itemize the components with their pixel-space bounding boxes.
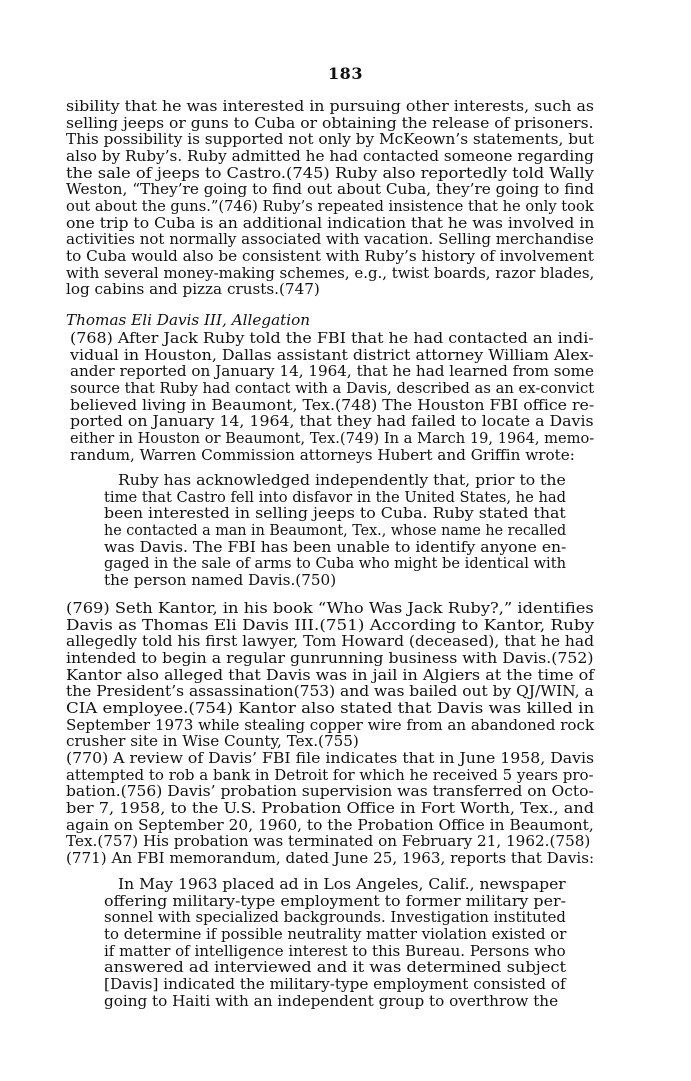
text-line: with several money-making schemes, e.g., twist boards, razor blades,: [66, 263, 595, 282]
text-line: This possibility is supported not only by McKeown’s statements, but: [66, 130, 594, 149]
text-line: either in Houston or Beaumont, Tex.(749) In a March 19, 1964, memo-: [70, 428, 595, 447]
text-line: source that Ruby had contact with a Davis, described as an ex-convict: [70, 378, 595, 397]
quote-line: to determine if possible neutrality matter violation existed or: [104, 924, 567, 943]
text-line: log cabins and pizza crusts.(747): [66, 280, 320, 299]
quote-line: he contacted a man in Beaumont, Tex., whose name he recalled: [104, 520, 567, 539]
text-line: (769) Seth Kantor, in his book “Who Was Jack Ruby?,” identifies: [66, 599, 594, 617]
block-quote-fbi-memo: [104, 876, 566, 1009]
text-line: activities not normally associated with vacation. Selling merchandise: [66, 230, 594, 249]
quote-line: gaged in the sale of arms to Cuba who might be identical with: [104, 554, 567, 573]
text-line: bation.(756) Davis’ probation supervision was transferred on Octo-: [66, 782, 594, 801]
text-line: September 1973 while stealing copper wire from an abandoned rock: [66, 715, 595, 734]
text-line: to Cuba would also be consistent with Ruby’s history of involvement: [66, 246, 594, 265]
text-line: attempted to rob a bank in Detroit for which he received 5 years pro-: [66, 765, 594, 784]
text-line: sibility that he was interested in pursuing other interests, such as: [66, 97, 594, 115]
quote-line: answered ad interviewed and it was determined subject: [104, 958, 567, 977]
text-line: Weston, “They’re going to find out about Cuba, they’re going to find: [66, 180, 595, 199]
block-quote-hubert-griffin: [104, 472, 566, 589]
text-line: selling jeeps or guns to Cuba or obtaining the release of prisoners.: [66, 113, 594, 132]
quote-line: time that Castro fell into disfavor in the United States, he had: [104, 487, 567, 506]
quote-line: sonnel with specialized backgrounds. Investigation instituted: [104, 908, 566, 927]
paragraph-769: [66, 600, 594, 750]
text-line: the sale of jeeps to Castro.(745) Ruby also reportedly told Wally: [66, 163, 594, 182]
quote-line: [Davis] indicated the military-type employment consisted of: [104, 974, 566, 993]
text-line: the President’s assassination(753) and was bailed out by QJ/WIN, a: [66, 682, 594, 701]
quote-line: if matter of intelligence interest to this Bureau. Persons who: [104, 941, 566, 960]
text-line: (770) A review of Davis’ FBI file indicates that in June 1958, Davis: [66, 749, 595, 767]
quote-line: In May 1963 placed ad in Los Angeles, Calif., newspaper: [118, 875, 566, 893]
quote-line: going to Haiti with an independent group to overthrow the: [104, 991, 559, 1010]
quote-line: offering military-type employment to former military per-: [104, 891, 566, 910]
paragraph-770: [66, 750, 594, 850]
text-line: (768) After Jack Ruby told the FBI that he had contacted an indi-: [70, 329, 594, 347]
text-line: CIA employee.(754) Kantor also stated that Davis was killed in: [66, 698, 595, 717]
text-line: Kantor also alleged that Davis was in jail in Algiers at the time of: [66, 665, 595, 684]
text-line: ber 7, 1958, to the U.S. Probation Office in Fort Worth, Tex., and: [66, 798, 595, 817]
quote-line: Ruby has acknowledged independently that, prior to the: [118, 471, 566, 489]
text-line: vidual in Houston, Dallas assistant district attorney William Alex-: [70, 345, 594, 364]
paragraph-768: [70, 330, 594, 463]
paragraph-intro: [66, 98, 594, 298]
page-number: 183: [328, 64, 363, 83]
text-line: out about the guns.”(746) Ruby’s repeated insistence that he only took: [66, 196, 594, 215]
text-line: ander reported on January 14, 1964, that he had learned from some: [70, 362, 595, 381]
text-line: (771) An FBI memorandum, dated June 25, 1963, reports that Davis:: [66, 849, 595, 867]
text-line: intended to begin a regular gunrunning business with Davis.(752): [66, 648, 594, 667]
text-line: ported on January 14, 1964, that they had failed to locate a Davis: [70, 412, 594, 431]
quote-line: was Davis. The FBI has been unable to identify anyone en-: [104, 537, 567, 556]
text-line: crusher site in Wise County, Tex.(755): [66, 732, 359, 751]
text-line: Davis as Thomas Eli Davis III.(751) According to Kantor, Ruby: [66, 615, 595, 634]
text-line: believed living in Beaumont, Tex.(748) The Houston FBI office re-: [70, 395, 595, 414]
text-line: allegedly told his first lawyer, Tom Howard (deceased), that he had: [66, 632, 595, 651]
quote-line: the person named Davis.(750): [104, 570, 337, 589]
text-line: Tex.(757) His probation was terminated on February 21, 1962.(758): [66, 832, 591, 851]
text-line: one trip to Cuba is an additional indication that he was involved in: [66, 213, 595, 232]
text-line: also by Ruby’s. Ruby admitted he had contacted someone regarding: [66, 146, 594, 165]
text-line: randum, Warren Commission attorneys Hubert and Griffin wrote:: [70, 445, 575, 464]
quote-line: been interested in selling jeeps to Cuba. Ruby stated that: [104, 504, 566, 523]
heading-text: Thomas Eli Davis III, Allegation: [66, 311, 311, 329]
section-heading: [66, 312, 594, 329]
text-line: again on September 20, 1960, to the Probation Office in Beaumont,: [66, 815, 594, 834]
paragraph-771: [66, 850, 594, 867]
